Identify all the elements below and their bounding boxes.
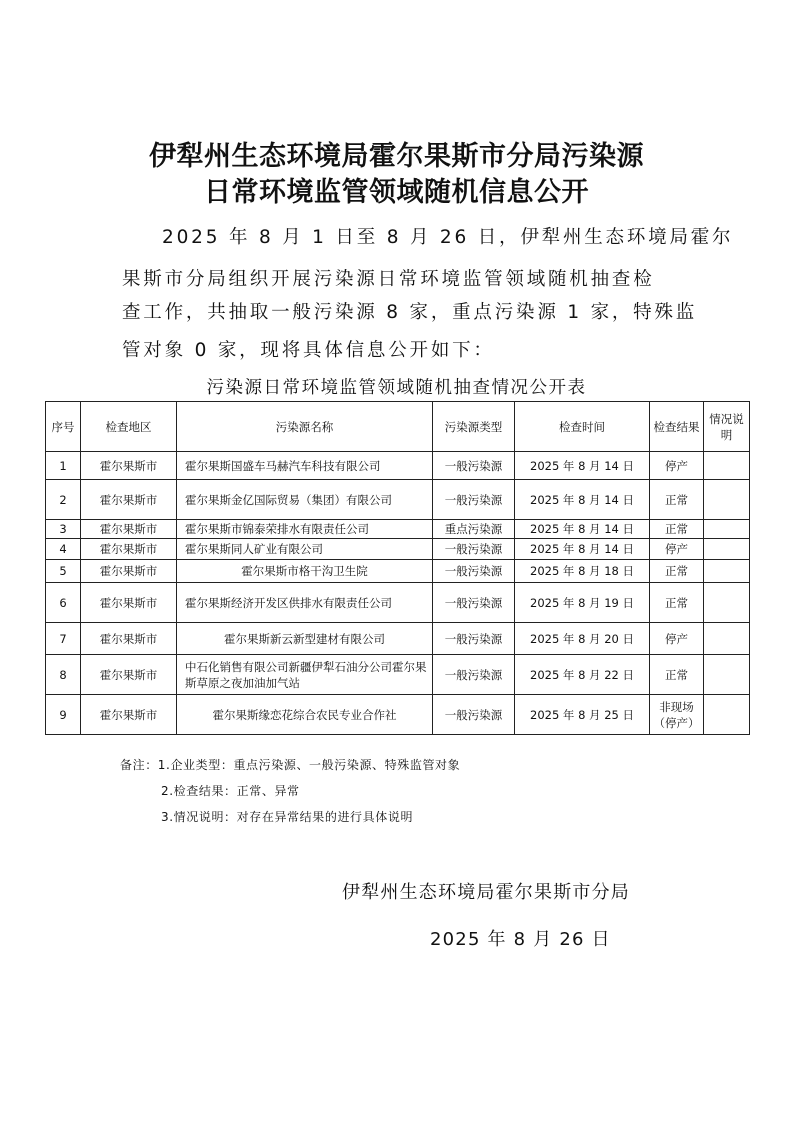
cell-result: 停产 <box>650 539 704 560</box>
cell-date: 2025 年 8 月 19 日 <box>515 583 650 623</box>
cell-name: 霍尔果斯市锦泰荣排水有限责任公司 <box>177 520 433 539</box>
cell-no: 5 <box>46 560 81 583</box>
cell-date: 2025 年 8 月 22 日 <box>515 655 650 695</box>
cell-result: 停产 <box>650 452 704 480</box>
note-line: 备注：1.企业类型：重点污染源、一般污染源、特殊监管对象 <box>120 758 461 772</box>
cell-region: 霍尔果斯市 <box>81 520 177 539</box>
cell-no: 4 <box>46 539 81 560</box>
cell-type: 重点污染源 <box>433 520 515 539</box>
document-title-line1: 伊犁州生态环境局霍尔果斯市分局污染源 <box>149 141 644 172</box>
intro-paragraph-line: 果斯市分局组织开展污染源日常环境监管领域随机抽查检 <box>122 269 655 290</box>
signature-organization: 伊犁州生态环境局霍尔果斯市分局 <box>342 882 630 903</box>
cell-name: 霍尔果斯同人矿业有限公司 <box>177 539 433 560</box>
note-line: 2.检查结果：正常、异常 <box>161 784 300 798</box>
cell-note <box>704 480 750 520</box>
cell-result: 非现场（停产） <box>650 695 704 735</box>
table-row <box>46 480 750 520</box>
signature-date: 2025 年 8 月 26 日 <box>430 929 611 950</box>
cell-note <box>704 520 750 539</box>
table-row <box>46 583 750 623</box>
cell-no: 6 <box>46 583 81 623</box>
table-title: 污染源日常环境监管领域随机抽查情况公开表 <box>206 378 587 398</box>
cell-type: 一般污染源 <box>433 623 515 655</box>
cell-result: 正常 <box>650 480 704 520</box>
cell-region: 霍尔果斯市 <box>81 452 177 480</box>
table-row <box>46 539 750 560</box>
cell-date: 2025 年 8 月 14 日 <box>515 539 650 560</box>
table-row <box>46 623 750 655</box>
cell-date: 2025 年 8 月 14 日 <box>515 520 650 539</box>
cell-no: 8 <box>46 655 81 695</box>
table-row <box>46 452 750 480</box>
cell-region: 霍尔果斯市 <box>81 539 177 560</box>
table-row <box>46 695 750 735</box>
cell-date: 2025 年 8 月 20 日 <box>515 623 650 655</box>
cell-date: 2025 年 8 月 18 日 <box>515 560 650 583</box>
cell-name: 霍尔果斯新云新型建材有限公司 <box>177 623 433 655</box>
intro-paragraph-line: 2025 年 8 月 1 日至 8 月 26 日，伊犁州生态环境局霍尔 <box>162 227 734 248</box>
cell-no: 3 <box>46 520 81 539</box>
cell-name: 霍尔果斯国盛车马赫汽车科技有限公司 <box>177 452 433 480</box>
header-result: 检查结果 <box>650 402 704 452</box>
table-header-row <box>46 402 750 452</box>
cell-result: 正常 <box>650 520 704 539</box>
header-region: 检查地区 <box>81 402 177 452</box>
cell-region: 霍尔果斯市 <box>81 560 177 583</box>
cell-date: 2025 年 8 月 14 日 <box>515 480 650 520</box>
header-note: 情况说明 <box>704 402 750 452</box>
cell-name: 霍尔果斯经济开发区供排水有限责任公司 <box>177 583 433 623</box>
cell-name: 霍尔果斯市格干沟卫生院 <box>177 560 433 583</box>
cell-result: 正常 <box>650 560 704 583</box>
cell-note <box>704 452 750 480</box>
cell-date: 2025 年 8 月 25 日 <box>515 695 650 735</box>
cell-type: 一般污染源 <box>433 583 515 623</box>
cell-type: 一般污染源 <box>433 480 515 520</box>
cell-note <box>704 655 750 695</box>
cell-note <box>704 560 750 583</box>
cell-note <box>704 539 750 560</box>
cell-no: 1 <box>46 452 81 480</box>
cell-region: 霍尔果斯市 <box>81 655 177 695</box>
cell-note <box>704 583 750 623</box>
cell-note <box>704 695 750 735</box>
cell-name: 霍尔果斯缘恋花综合农民专业合作社 <box>177 695 433 735</box>
cell-type: 一般污染源 <box>433 655 515 695</box>
cell-result: 正常 <box>650 655 704 695</box>
cell-no: 2 <box>46 480 81 520</box>
table-row <box>46 655 750 695</box>
cell-type: 一般污染源 <box>433 452 515 480</box>
cell-result: 正常 <box>650 583 704 623</box>
cell-region: 霍尔果斯市 <box>81 480 177 520</box>
cell-no: 9 <box>46 695 81 735</box>
intro-paragraph-line: 查工作，共抽取一般污染源 8 家，重点污染源 1 家，特殊监 <box>122 302 698 323</box>
header-name: 污染源名称 <box>177 402 433 452</box>
cell-name: 霍尔果斯金亿国际贸易（集团）有限公司 <box>177 480 433 520</box>
cell-type: 一般污染源 <box>433 539 515 560</box>
cell-name: 中石化销售有限公司新疆伊犁石油分公司霍尔果斯草原之夜加油加气站 <box>177 655 433 695</box>
inspection-table <box>45 401 750 735</box>
cell-result: 停产 <box>650 623 704 655</box>
note-line: 3.情况说明：对存在异常结果的进行具体说明 <box>161 810 414 824</box>
cell-type: 一般污染源 <box>433 560 515 583</box>
header-no: 序号 <box>46 402 81 452</box>
table-row <box>46 560 750 583</box>
header-type: 污染源类型 <box>433 402 515 452</box>
cell-region: 霍尔果斯市 <box>81 695 177 735</box>
cell-date: 2025 年 8 月 14 日 <box>515 452 650 480</box>
cell-note <box>704 623 750 655</box>
cell-type: 一般污染源 <box>433 695 515 735</box>
header-date: 检查时间 <box>515 402 650 452</box>
cell-no: 7 <box>46 623 81 655</box>
intro-paragraph-line: 管对象 0 家，现将具体信息公开如下： <box>122 340 495 361</box>
document-title-line2: 日常环境监管领域随机信息公开 <box>204 177 589 208</box>
table-row <box>46 520 750 539</box>
cell-region: 霍尔果斯市 <box>81 583 177 623</box>
cell-region: 霍尔果斯市 <box>81 623 177 655</box>
